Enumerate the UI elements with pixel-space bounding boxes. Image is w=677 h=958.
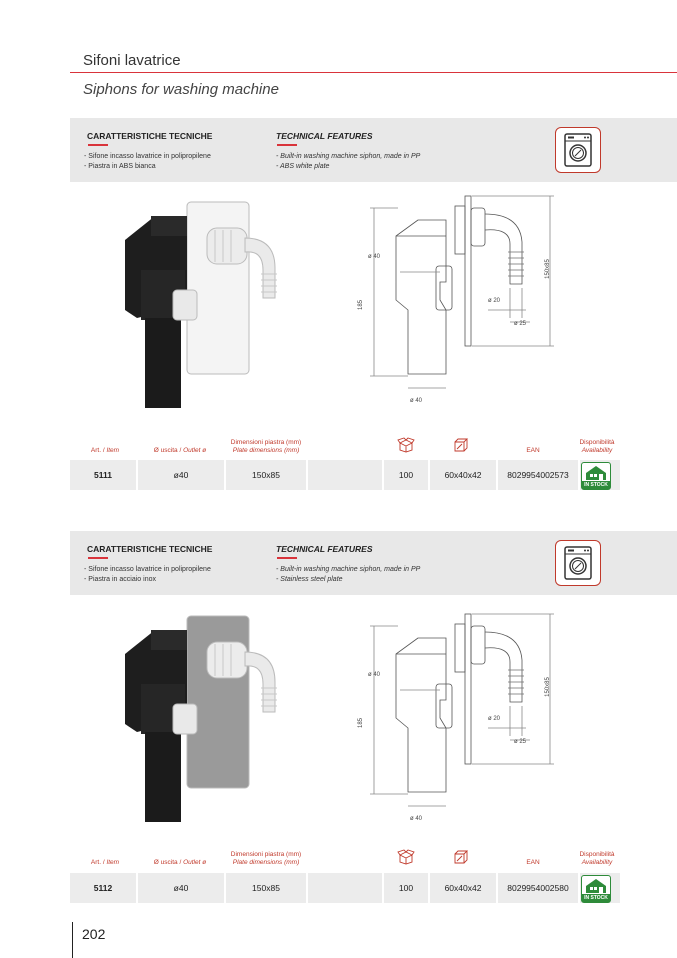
col-header-item: Art. / Item: [90, 447, 120, 454]
box-dimensions: 60x40x42: [444, 883, 482, 893]
box-dimensions-icon: [452, 849, 470, 870]
features-title-it-underline: [88, 557, 108, 559]
col-header-outlet: Ø uscita / Outlet ø: [153, 447, 207, 454]
features-list-it: [84, 565, 211, 585]
feature-item: - Piastra in acciaio inox: [84, 576, 156, 583]
page-number-bar: [72, 922, 73, 958]
feature-item: - Built-in washing machine siphon, made in PP: [276, 153, 421, 160]
feature-item: - Stainless steel plate: [276, 576, 343, 583]
item-code: 5112: [93, 883, 113, 893]
dim-label-d20: ø 20: [488, 298, 501, 304]
page-title-italian: Sifoni lavatrice: [83, 52, 181, 69]
features-list-it: [84, 152, 211, 172]
title-divider: [70, 72, 677, 73]
col-header-availability: Disponibilità Availability: [579, 851, 615, 866]
pack-quantity: 100: [398, 470, 414, 480]
features-list-en: [276, 565, 420, 585]
washing-machine-icon: [555, 540, 601, 586]
dim-label-d25: ø 25: [514, 739, 527, 745]
features-title-en: TECHNICAL FEATURES: [276, 544, 373, 554]
dim-label-outlet-bottom: ø 40: [410, 398, 423, 404]
dim-label-outlet-top: ø 40: [368, 672, 381, 678]
feature-item: - Piastra in ABS bianca: [84, 163, 156, 170]
pack-quantity-icon: [397, 437, 415, 458]
feature-item: - Built-in washing machine siphon, made in PP: [276, 566, 421, 573]
siphon-technical-drawing: [350, 606, 580, 831]
in-stock-label: IN STOCK: [582, 894, 610, 902]
pack-quantity: 100: [398, 883, 414, 893]
siphon-product-photo: [115, 190, 290, 415]
in-stock-badge: [581, 875, 611, 903]
plate-dimensions: 150x85: [252, 883, 280, 893]
col-header-ean: EAN: [526, 859, 540, 866]
item-code: 5111: [94, 470, 112, 480]
feature-item: - ABS white plate: [276, 163, 330, 170]
feature-item: - Sifone incasso lavatrice in polipropilene: [84, 566, 211, 573]
features-title-it: CARATTERISTICHE TECNICHE: [87, 544, 213, 554]
box-dimensions-icon: [452, 437, 470, 458]
page-number: 202: [82, 926, 106, 942]
dim-label-plate: 150x85: [544, 259, 551, 279]
col-header-ean: EAN: [526, 447, 540, 454]
features-title-it: CARATTERISTICHE TECNICHE: [87, 131, 213, 141]
features-title-it-underline: [88, 144, 108, 146]
ean-code: 8029954002580: [507, 883, 569, 893]
siphon-product-photo: [115, 604, 290, 829]
col-header-item: Art. / Item: [90, 859, 120, 866]
pack-quantity-icon: [397, 849, 415, 870]
ean-code: 8029954002573: [507, 470, 569, 480]
product-row: [70, 460, 620, 490]
in-stock-badge: [581, 462, 611, 490]
page-title-english: Siphons for washing machine: [83, 81, 279, 98]
col-header-plate: Dimensioni piastra (mm) Plate dimensions (mm): [230, 439, 302, 454]
warehouse-icon: [582, 876, 610, 894]
dim-label-plate: 150x85: [544, 677, 551, 697]
dim-label-d20: ø 20: [488, 716, 501, 722]
washing-machine-icon: [555, 127, 601, 173]
in-stock-label: IN STOCK: [582, 481, 610, 489]
features-title-en: TECHNICAL FEATURES: [276, 131, 373, 141]
product-row: [70, 873, 620, 903]
features-title-en-underline: [277, 557, 297, 559]
dim-label-height: 185: [358, 299, 365, 311]
technical-features-panel: [70, 118, 677, 182]
dim-label-outlet-top: ø 40: [368, 254, 381, 260]
dim-label-d25: ø 25: [514, 321, 527, 327]
col-header-outlet: Ø uscita / Outlet ø: [153, 859, 207, 866]
outlet-diameter: ø40: [173, 470, 189, 480]
siphon-technical-drawing: [350, 188, 580, 413]
col-header-availability: Disponibilità Availability: [579, 439, 615, 454]
technical-features-panel: [70, 531, 677, 595]
features-list-en: [276, 152, 420, 172]
col-header-plate: Dimensioni piastra (mm) Plate dimensions (mm): [230, 851, 302, 866]
warehouse-icon: [582, 463, 610, 481]
outlet-diameter: ø40: [173, 883, 189, 893]
dim-label-outlet-bottom: ø 40: [410, 816, 423, 822]
feature-item: - Sifone incasso lavatrice in polipropilene: [84, 153, 211, 160]
plate-dimensions: 150x85: [252, 470, 280, 480]
dim-label-height: 185: [358, 717, 365, 729]
box-dimensions: 60x40x42: [444, 470, 482, 480]
features-title-en-underline: [277, 144, 297, 146]
